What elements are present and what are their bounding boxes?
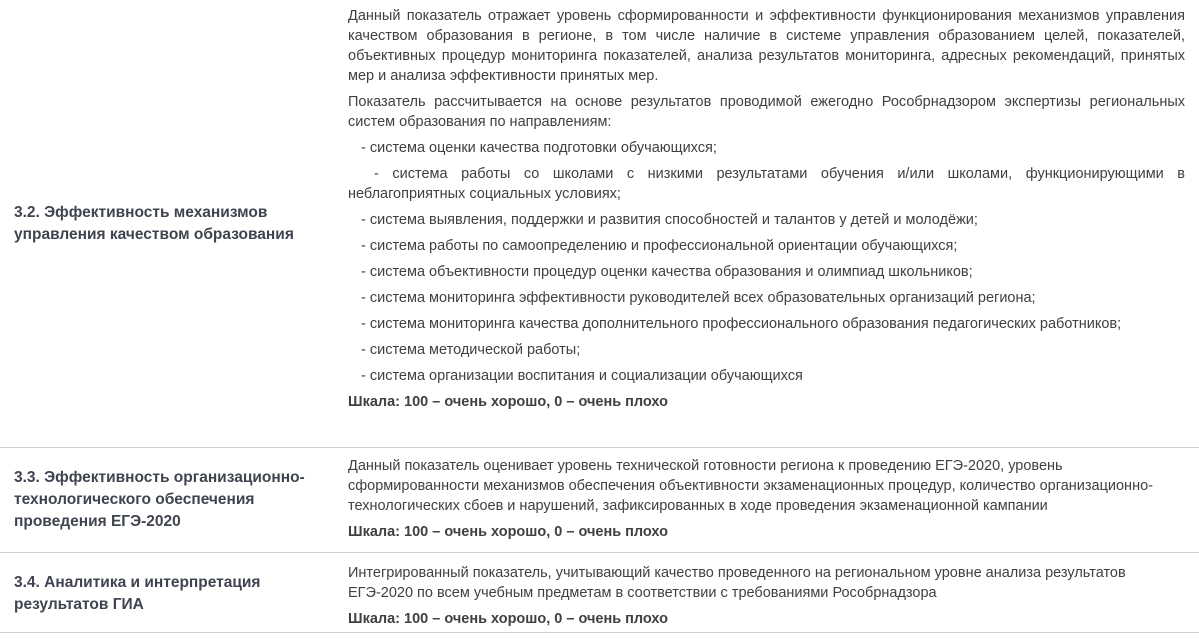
row-description-cell [348,448,1199,552]
bullet-item: - система выявления, поддержки и развития способностей и талантов у детей и молодёжи; [361,212,978,228]
row-title: 3.3. Эффективность организационно-технологического обеспечения проведения ЕГЭ-2020 [14,469,305,530]
description-paragraph: Данный показатель отражает уровень сформированности и эффективности функционирования механизмов управления качеством образования в регионе, в том числе наличие в системе управления образованием целей, показателей, объективных процедур мониторинга показателей, анализа результатов мониторинга, адресных рекомендаций, принятых мер и анализа эффективности принятых мер. [348,8,1185,84]
bullet-item: - система мониторинга качества дополнительного профессионального образования педагогических работников; [361,316,1122,332]
bullet-item: - система оценки качества подготовки обучающихся; [361,140,717,156]
bullet-item: - система объективности процедур оценки качества образования и олимпиад школьников; [361,264,973,280]
bullet-item: - система методической работы; [361,342,581,358]
bullet-item: - система организации воспитания и социализации обучающихся [361,368,803,384]
description-paragraph: Интегрированный показатель, учитывающий качество проведенного на региональном уровне анализа результатов ЕГЭ-2020 по всем учебным предметам в соответствии с требованиями Рособрнадзора [348,565,1126,601]
row-description-cell [348,553,1199,635]
bullet-item: - система работы со школами с низкими результатами обучения и/или школами, функционирующими в неблагоприятных социальных условиях; [348,166,1185,202]
scale-note: Шкала: 100 – очень хорошо, 0 – очень плохо [348,611,668,627]
bullet-item: - система мониторинга эффективности руководителей всех образовательных организаций региона; [361,290,1036,306]
row-title-cell [0,553,348,635]
table-row-3-3 [0,448,1199,553]
row-description-cell [348,0,1199,447]
scale-note: Шкала: 100 – очень хорошо, 0 – очень плохо [348,524,668,540]
row-title-cell [0,448,348,552]
description-paragraph: Данный показатель оценивает уровень технической готовности региона к проведению ЕГЭ-2020, уровень сформированности механизмов обеспечения объективности экзаменационных процедур, количество организационно-технологических сбоев и нарушений, зафиксированных в ходе проведения экзаменационной кампании [348,458,1153,514]
table-row-3-4 [0,553,1199,633]
row-title-cell [0,0,348,447]
description-paragraph: Показатель рассчитывается на основе результатов проводимой ежегодно Рособрнадзором экспертизы региональных систем образования по направлениям: [348,94,1185,130]
bullet-item: - система работы по самоопределению и профессиональной ориентации обучающихся; [361,238,958,254]
row-title: 3.4. Аналитика и интерпретация результатов ГИА [14,574,261,613]
scale-note: Шкала: 100 – очень хорошо, 0 – очень плохо [348,394,668,410]
row-title: 3.2. Эффективность механизмов управления качеством образования [14,203,294,243]
